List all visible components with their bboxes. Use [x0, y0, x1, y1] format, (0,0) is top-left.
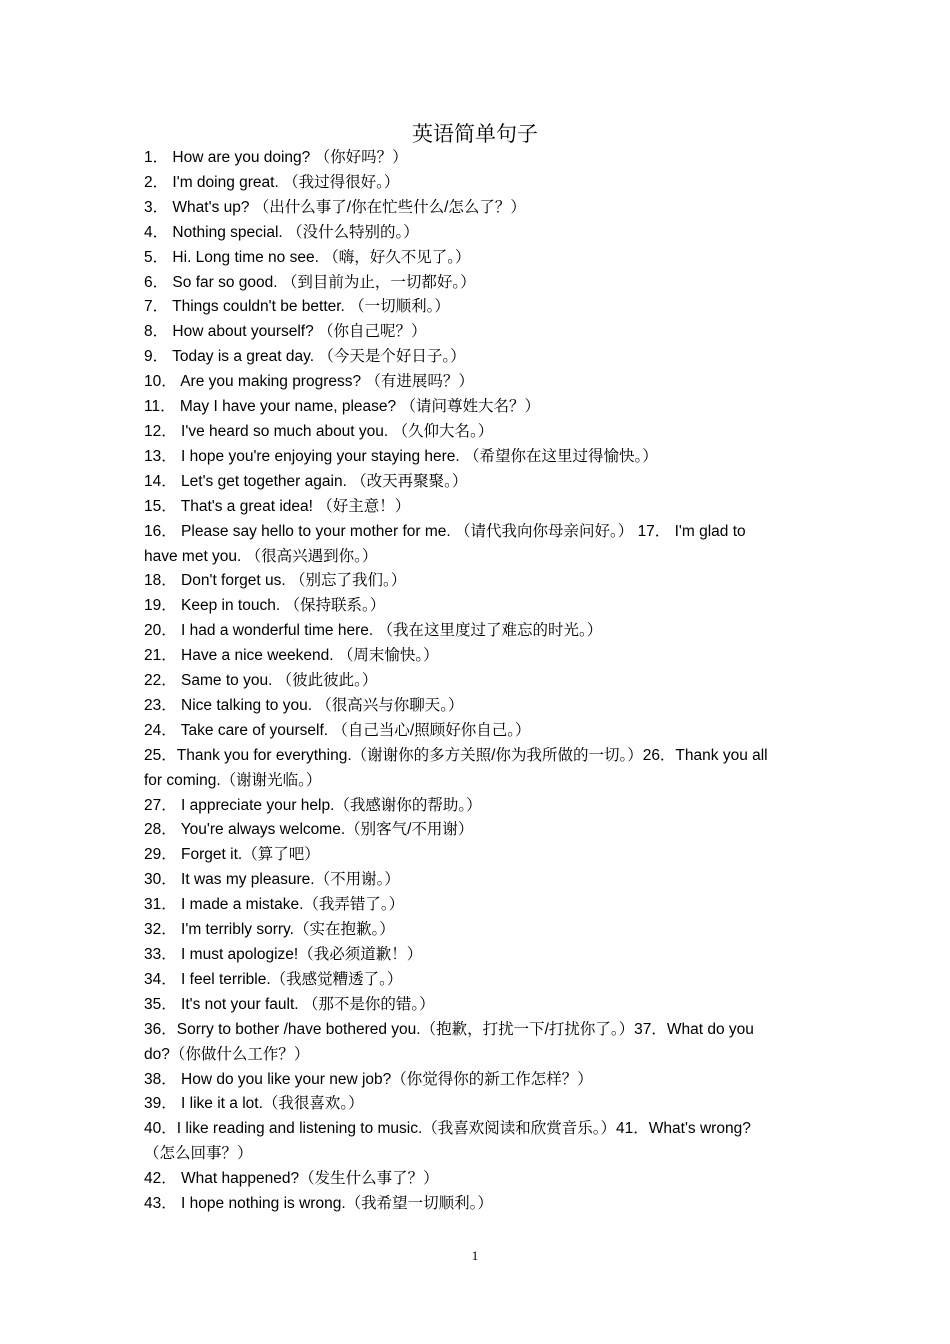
sentence-line: 15． That's a great idea! （好主意！）: [144, 497, 411, 515]
sentence-line: 23． Nice talking to you. （很高兴与你聊天。）: [144, 696, 464, 714]
sentence-line-continued: do?（你做什么工作？）: [144, 1045, 310, 1063]
sentence-line: 3． What's up? （出什么事了/你在忙些什么/怎么了？）: [144, 198, 526, 216]
sentence-line: 29． Forget it.（算了吧）: [144, 846, 320, 864]
sentence-line: 31． I made a mistake.（我弄错了。）: [144, 896, 405, 914]
sentence-line: 40．I like reading and listening to music.（我喜欢阅读和欣赏音乐。）41．What's wrong?: [144, 1120, 751, 1138]
sentence-line: 8． How about yourself? （你自己呢？）: [144, 323, 427, 341]
sentence-line: 19． Keep in touch. （保持联系。）: [144, 597, 386, 615]
sentence-line: 21． Have a nice weekend. （周末愉快。）: [144, 647, 439, 665]
sentence-line: 20． I had a wonderful time here. （我在这里度过了难忘的时光。）: [144, 622, 603, 640]
sentence-line: 38． How do you like your new job?（你觉得你的新工作怎样？）: [144, 1070, 593, 1088]
sentence-line: 22． Same to you. （彼此彼此。）: [144, 672, 378, 690]
sentence-line: 24． Take care of yourself. （自己当心/照顾好你自己。）: [144, 721, 531, 739]
sentence-list: [144, 146, 824, 1217]
sentence-line: 30． It was my pleasure.（不用谢。）: [144, 871, 400, 889]
page-number: 1: [471, 1248, 479, 1263]
sentence-line: 5． Hi. Long time no see. （嗨，好久不见了。）: [144, 248, 471, 266]
sentence-line: 36．Sorry to bother /have bothered you.（抱歉，打扰一下/打扰你了。）37．What do you: [144, 1020, 754, 1038]
sentence-line: 6． So far so good. （到目前为止，一切都好。）: [144, 273, 476, 291]
sentence-line-continued: have met you. （很高兴遇到你。）: [144, 547, 378, 565]
sentence-line: 4． Nothing special. （没什么特别的。）: [144, 223, 419, 241]
sentence-line-continued: （怎么回事？）: [144, 1145, 253, 1163]
sentence-line: 10． Are you making progress? （有进展吗？）: [144, 373, 474, 391]
sentence-line: 43． I hope nothing is wrong.（我希望一切顺利。）: [144, 1195, 493, 1213]
sentence-line: 11． May I have your name, please? （请问尊姓大名？）: [144, 398, 540, 416]
sentence-line: 28． You're always welcome.（别客气/不用谢）: [144, 821, 474, 839]
sentence-line: 1． How are you doing? （你好吗？）: [144, 149, 408, 166]
document-title: 英语简单句子: [412, 122, 538, 146]
sentence-line: 13． I hope you're enjoying your staying here. （希望你在这里过得愉快。）: [144, 447, 658, 465]
sentence-line: 27． I appreciate your help.（我感谢你的帮助。）: [144, 796, 482, 814]
sentence-line: 18． Don't forget us. （别忘了我们。）: [144, 572, 407, 590]
sentence-line: 12． I've heard so much about you. （久仰大名。）: [144, 422, 494, 440]
sentence-line-continued: for coming.（谢谢光临。）: [144, 771, 322, 789]
sentence-line: 32． I'm terribly sorry.（实在抱歉。）: [144, 921, 395, 939]
sentence-line: 39． I like it a lot.（我很喜欢。）: [144, 1095, 364, 1113]
sentence-line: 2． I'm doing great. （我过得很好。）: [144, 173, 400, 191]
sentence-line: 35． It's not your fault. （那不是你的错。）: [144, 995, 435, 1013]
sentence-line: 25．Thank you for everything.（谢谢你的多方关照/你为我所做的一切。）26．Thank you all: [144, 746, 768, 764]
sentence-line: 16． Please say hello to your mother for me. （请代我向你母亲问好。） 17． I'm glad to: [144, 522, 746, 540]
sentence-line: 9． Today is a great day. （今天是个好日子。）: [144, 348, 466, 366]
sentence-line: 34． I feel terrible.（我感觉糟透了。）: [144, 970, 403, 988]
sentence-line: 7． Things couldn't be better. （一切顺利。）: [144, 298, 450, 316]
sentence-line: 42． What happened?（发生什么事了？）: [144, 1170, 439, 1188]
sentence-line: 33． I must apologize!（我必须道歉！）: [144, 946, 423, 963]
sentence-line: 14． Let's get together again. （改天再聚聚。）: [144, 472, 468, 490]
